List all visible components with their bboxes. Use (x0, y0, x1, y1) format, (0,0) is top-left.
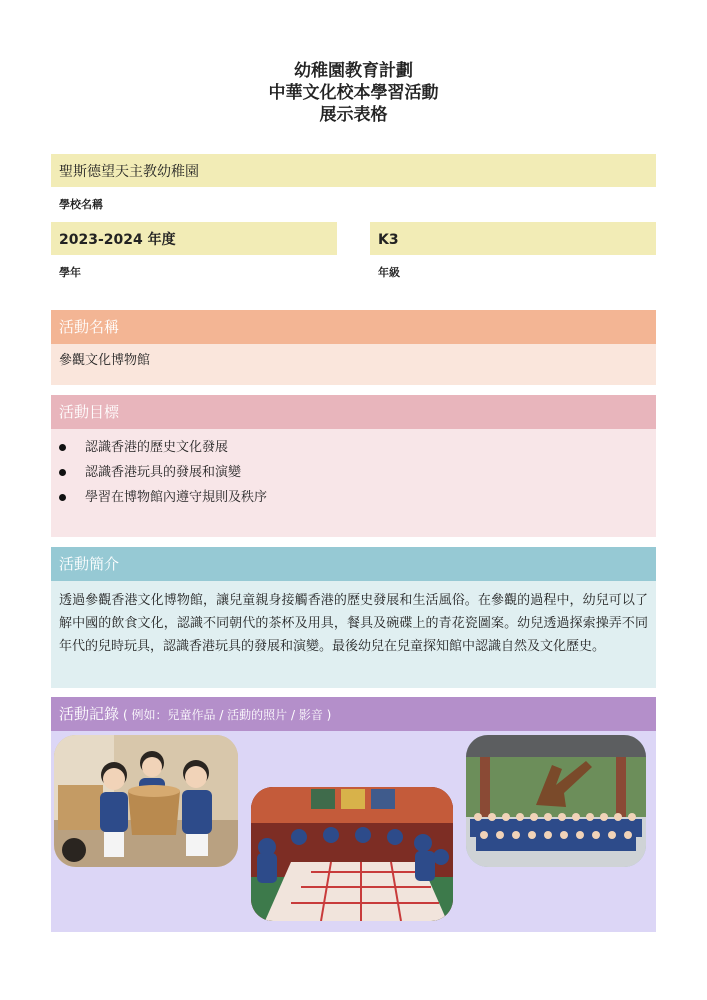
records-heading-title: 活動記錄 (59, 705, 120, 723)
bullet-icon (59, 469, 66, 476)
children-on-floor-board-game-photo (251, 787, 453, 921)
header-title-line1: 幼稚園教育計劃 (294, 61, 413, 81)
intro-heading: 活動簡介 (51, 547, 656, 581)
group-photo-under-sculpture (466, 735, 646, 867)
intro-body (51, 581, 656, 688)
bullet-icon (59, 494, 66, 501)
objective-item: 認識香港的歷史文化發展 (51, 435, 656, 460)
school-year-value: 2023-2024 年度 (59, 232, 176, 248)
header-title-line2: 中華文化校本學習活動 (268, 83, 439, 103)
objectives-body (51, 429, 656, 537)
records-heading (51, 697, 656, 731)
header-title-line3: 展示表格 (319, 105, 388, 125)
records-heading-note: ( 例如：兒童作品 / 活動的照片 / 影音 ) (123, 708, 332, 722)
bullet-icon (59, 444, 66, 451)
objectives-list (51, 435, 656, 510)
school-year-field (51, 222, 337, 255)
activity-name-heading: 活動名稱 (51, 310, 656, 344)
grade-label: 年級 (378, 266, 400, 279)
objective-item: 學習在博物館內遵守規則及秩序 (51, 485, 656, 510)
grade-value: K3 (378, 232, 399, 248)
school-name-field (51, 154, 656, 187)
grade-field (370, 222, 656, 255)
school-name-value: 聖斯德望天主教幼稚園 (59, 164, 199, 180)
objective-item: 認識香港玩具的發展和演變 (51, 460, 656, 485)
school-name-label: 學校名稱 (59, 198, 103, 211)
children-with-wooden-tub-photo (54, 735, 238, 867)
intro-text: 透過參觀香港文化博物館，讓兒童親身接觸香港的歷史發展和生活風俗。在參觀的過程中，幼兒可以了解中國的飲食文化，認識不同朝代的茶杯及用具，餐具及碗碟上的青花瓷圖案。幼兒透過探索操弄不同年代的兒時玩具，認識香港玩具的發展和演變。最後幼兒在兒童探知館中認識自然及文化歷史。 (59, 593, 648, 654)
activity-name-body (51, 344, 656, 385)
school-year-label: 學年 (59, 266, 81, 279)
activity-name-value: 參觀文化博物館 (59, 353, 151, 368)
objectives-heading: 活動目標 (51, 395, 656, 429)
